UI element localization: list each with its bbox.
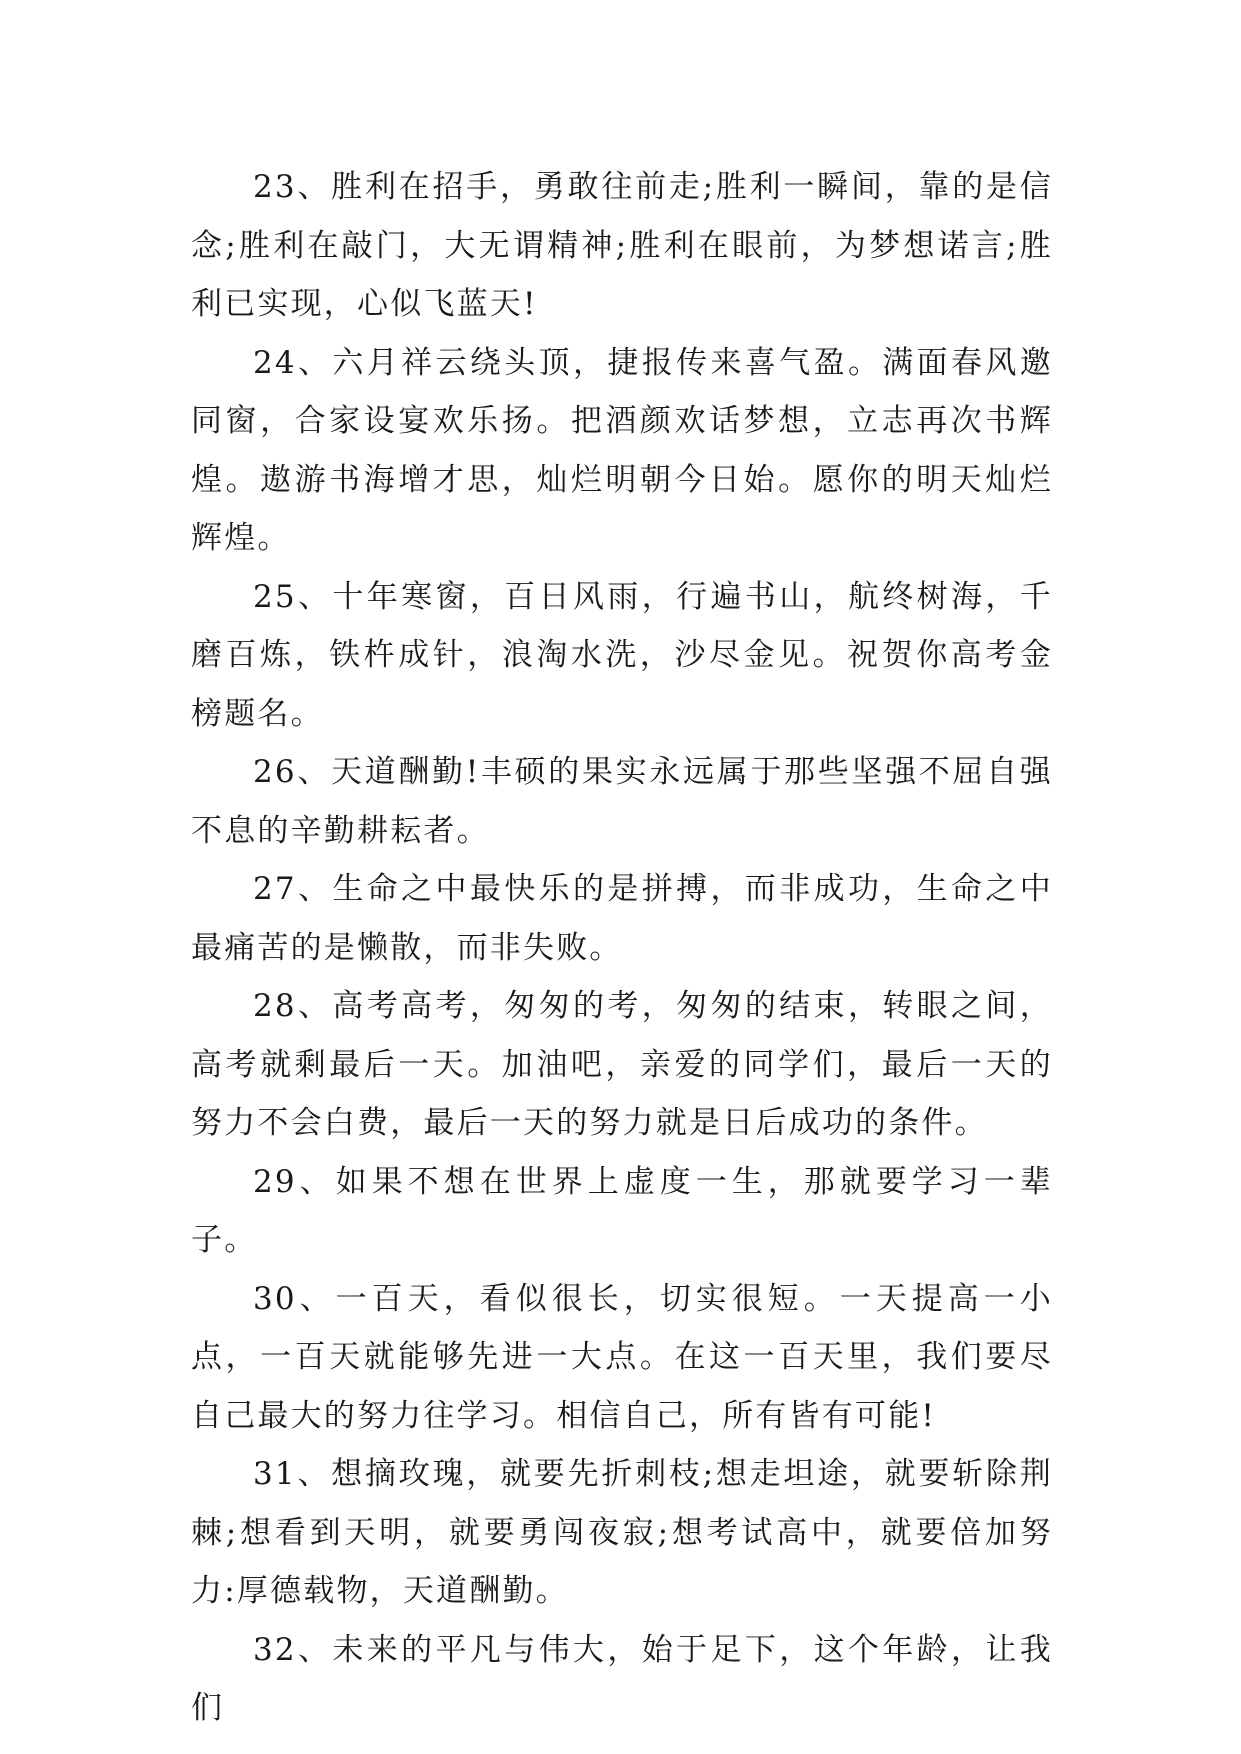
paragraph-28: 28、高考高考，匆匆的考，匆匆的结束，转眼之间，高考就剩最后一天。加油吧，亲爱的同学们，最后一天的努力不会白费，最后一天的努力就是日后成功的条件。: [191, 988, 1053, 1141]
paragraph-25: 25、十年寒窗，百日风雨，行遍书山，航终树海，千磨百炼，铁杵成针，浪淘水洗，沙尽金见。祝贺你高考金榜题名。: [191, 578, 1053, 732]
paragraph-27: 27、生命之中最快乐的是拼搏，而非成功，生命之中最痛苦的是懒散，而非失败。: [191, 871, 1053, 966]
paragraph-32: 32、未来的平凡与伟大，始于足下，这个年龄，让我们: [191, 1631, 1053, 1726]
paragraph-30: 30、一百天，看似很长，切实很短。一天提高一小点，一百天就能够先进一大点。在这一百天里，我们要尽自己最大的努力往学习。相信自己，所有皆有可能!: [191, 1280, 1053, 1434]
paragraph-26: 26、天道酬勤!丰硕的果实永远属于那些坚强不屈自强不息的辛勤耕耘者。: [191, 754, 1053, 849]
document-body: [191, 158, 1053, 1738]
paragraph-31: 31、想摘玫瑰，就要先折刺枝;想走坦途，就要斩除荆棘;想看到天明，就要勇闯夜寂;想考试高中，就要倍加努力:厚德载物，天道酬勤。: [191, 1456, 1053, 1609]
paragraph-23: 23、胜利在招手，勇敢往前走;胜利一瞬间，靠的是信念;胜利在敲门，大无谓精神;胜利在眼前，为梦想诺言;胜利已实现，心似飞蓝天!: [191, 169, 1053, 322]
paragraph-24: 24、六月祥云绕头顶，捷报传来喜气盈。满面春风邀同窗，合家设宴欢乐扬。把酒颜欢话梦想，立志再次书辉煌。遨游书海增才思，灿烂明朝今日始。愿你的明天灿烂辉煌。: [191, 344, 1053, 556]
paragraph-29: 29、如果不想在世界上虚度一生，那就要学习一辈子。: [191, 1163, 1053, 1258]
